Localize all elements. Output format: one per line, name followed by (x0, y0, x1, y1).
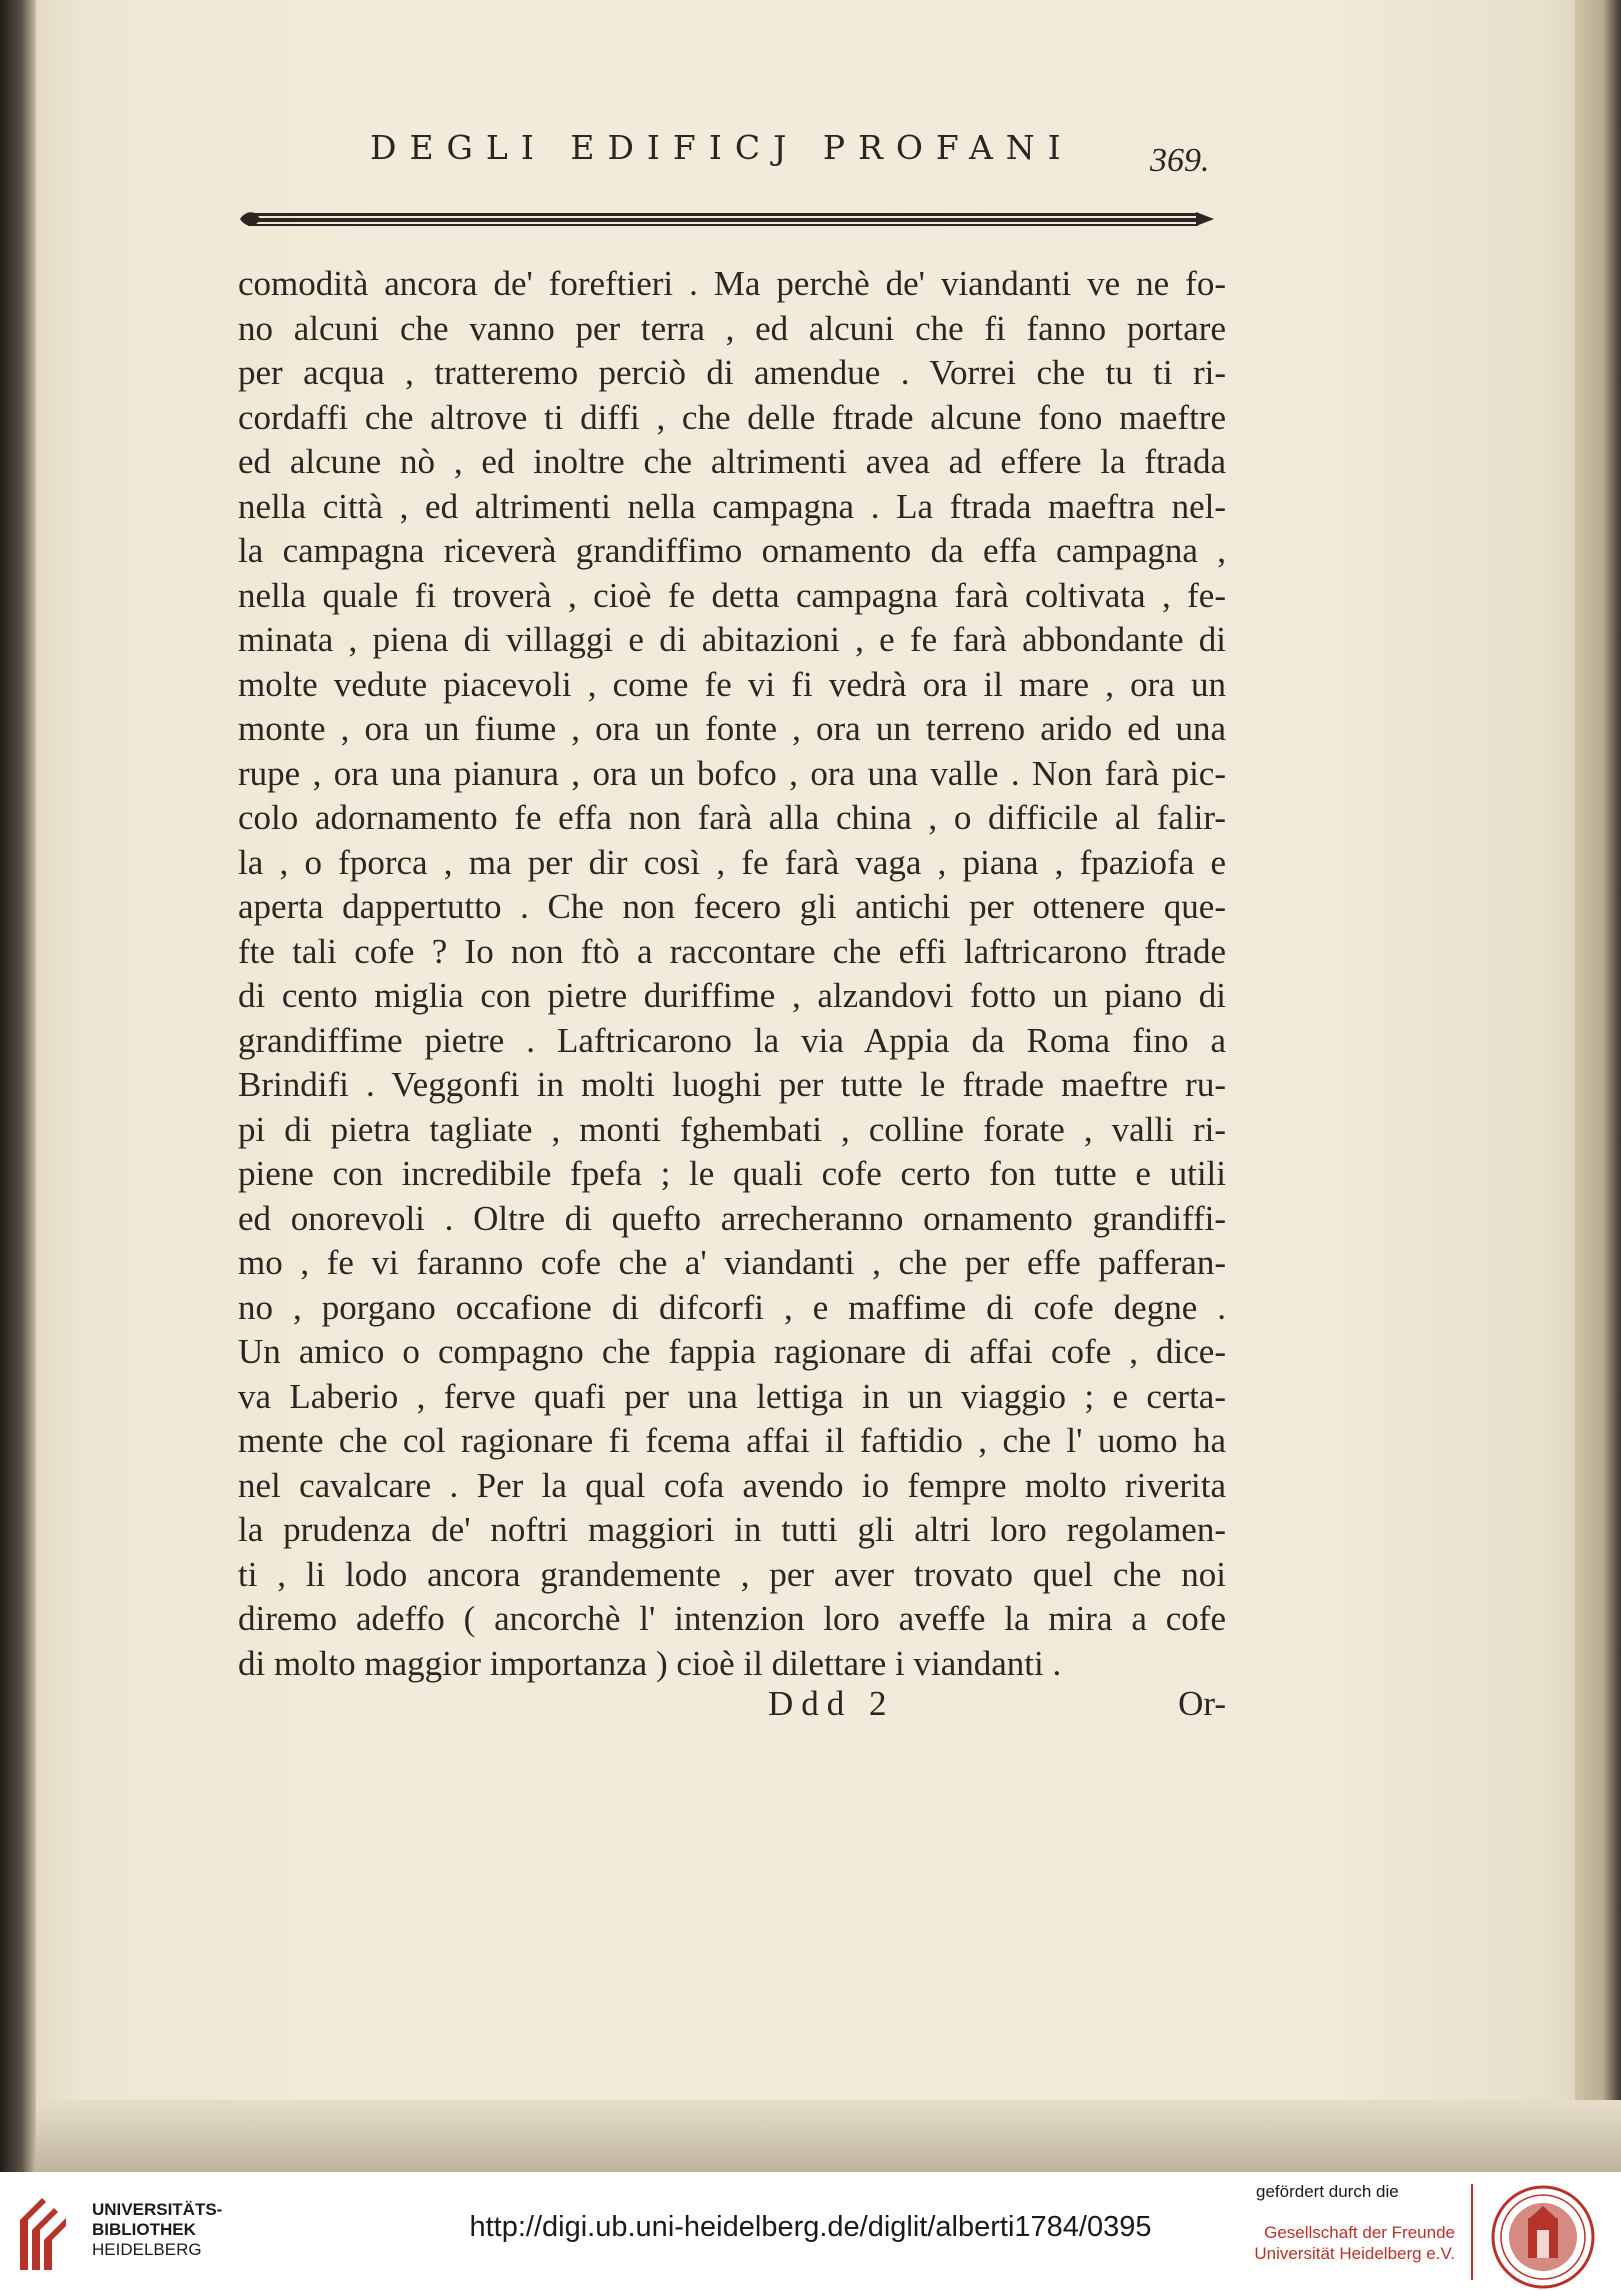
catchword: Or- (1178, 1684, 1226, 1723)
text-line: monte , ora un fiume , ora un fonte , ora un terreno arido ed una (238, 709, 1226, 748)
text-line: piene con incredibile fpefa ; le quali cofe certo fon tutte e utili (238, 1154, 1226, 1193)
text-line: cordaffi che altrove ti diffi , che delle ftrade alcune fono maeftre (238, 397, 1226, 437)
text-line: no , porgano occafione di difcorfi , e maffime di cofe degne . (238, 1287, 1226, 1327)
text-line: diremo adeffo ( ancorchè l' intenzion loro aveffe la mira a cofe (238, 1599, 1226, 1638)
footer-divider (1471, 2184, 1473, 2280)
text-line: di molto maggior importanza ) cioè il dilettare i viandanti . (238, 1643, 1062, 1683)
text-line: colo adornamento fe effa non farà alla china , o difficile al falir- (238, 798, 1226, 837)
running-head: DEGLI EDIFICJ PROFANI (370, 128, 1074, 167)
text-line: nella quale fi troverà , cioè fe detta campagna farà coltivata , fe- (238, 575, 1226, 615)
text-line: grandiffime pietre . Laftricarono la via Appia da Roma fino a (238, 1020, 1226, 1060)
sponsor-name (1254, 2222, 1455, 2264)
text-line: va Laberio , ferve quafi per una lettiga in un viaggio ; e certa- (238, 1376, 1226, 1416)
text-line: per acqua , tratteremo perciò di amendue . Vorrei che tu ti ri- (238, 353, 1226, 392)
text-line: mo , fe vi faranno cofe che a' viandanti , che per effe pafferan- (238, 1243, 1226, 1282)
text-line: nella città , ed altrimenti nella campagna . La ftrada maeftra nel- (238, 486, 1226, 526)
text-line: la campagna riceverà grandiffimo ornamento da effa campagna , (238, 531, 1226, 570)
text-line: ti , li lodo ancora grandemente , per aver trovato quel che noi (238, 1554, 1226, 1594)
text-line: ed alcune nò , ed inoltre che altrimenti avea ad effere la ftrada (238, 442, 1226, 481)
university-seal-icon (1490, 2184, 1596, 2290)
text-line: di cento miglia con pietre duriffime , alzandovi fotto un piano di (238, 976, 1226, 1015)
text-line: aperta dappertutto . Che non fecero gli antichi per ottenere que- (238, 887, 1226, 926)
text-line: comodità ancora de' foreftieri . Ma perchè de' viandanti ve ne fo- (238, 264, 1226, 303)
text-line: Un amico o compagno che fappia ragionare di affai cofe , dice- (238, 1332, 1226, 1371)
sponsor-line: Universität Heidelberg e.V. (1254, 2244, 1455, 2263)
ornamental-rule (238, 206, 1216, 232)
funded-by-label: gefördert durch die (1256, 2182, 1399, 2201)
text-line: pi di pietra tagliate , monti fghembati , colline forate , valli ri- (238, 1109, 1226, 1149)
library-name-line: UNIVERSITÄTS- (92, 2200, 223, 2219)
page-edge (1575, 0, 1621, 2172)
text-line: ed onorevoli . Oltre di quefto arrecheranno ornamento grandiffi- (238, 1198, 1226, 1238)
text-line: la , o fporca , ma per dir così , fe farà vaga , piana , fpaziofa e (238, 842, 1226, 882)
text-line: Brindifi . Veggonfi in molti luoghi per tutte le ftrade maeftre ru- (238, 1065, 1226, 1104)
catchline (238, 1684, 1226, 1728)
text-line: nel cavalcare . Per la qual cofa avendo io fempre molto riverita (238, 1465, 1226, 1505)
signature-mark: Ddd 2 (768, 1684, 895, 1723)
permalink-url[interactable]: http://digi.ub.uni-heidelberg.de/diglit/alberti1784/0395 (469, 2211, 1152, 2243)
text-line: minata , piena di villaggi e di abitazioni , e fe farà abbondante di (238, 620, 1226, 659)
page-number: 369. (1150, 142, 1210, 179)
body-text (238, 262, 1226, 1686)
text-line: la prudenza de' noftri maggiori in tutti gli altri loro regolamen- (238, 1510, 1226, 1549)
library-name-line: BIBLIOTHEK (92, 2220, 196, 2239)
library-name-line: HEIDELBERG (92, 2240, 202, 2259)
text-line: molte vedute piacevoli , come fe vi fi vedrà ora il mare , ora un (238, 664, 1226, 704)
book-spine-shadow (0, 0, 36, 2172)
text-line: fte tali cofe ? Io non ftò a raccontare che effi laftricarono ftrade (238, 931, 1226, 971)
text-line: no alcuni che vanno per terra , ed alcuni che fi fanno portare (238, 308, 1226, 348)
text-line: rupe , ora una pianura , ora un bofco , ora una valle . Non farà pic- (238, 753, 1226, 793)
page-bottom-edge (0, 2100, 1621, 2172)
sponsor-line: Gesellschaft der Freunde (1264, 2223, 1455, 2242)
text-line: mente che col ragionare fi fcema affai il faftidio , che l' uomo ha (238, 1421, 1226, 1460)
